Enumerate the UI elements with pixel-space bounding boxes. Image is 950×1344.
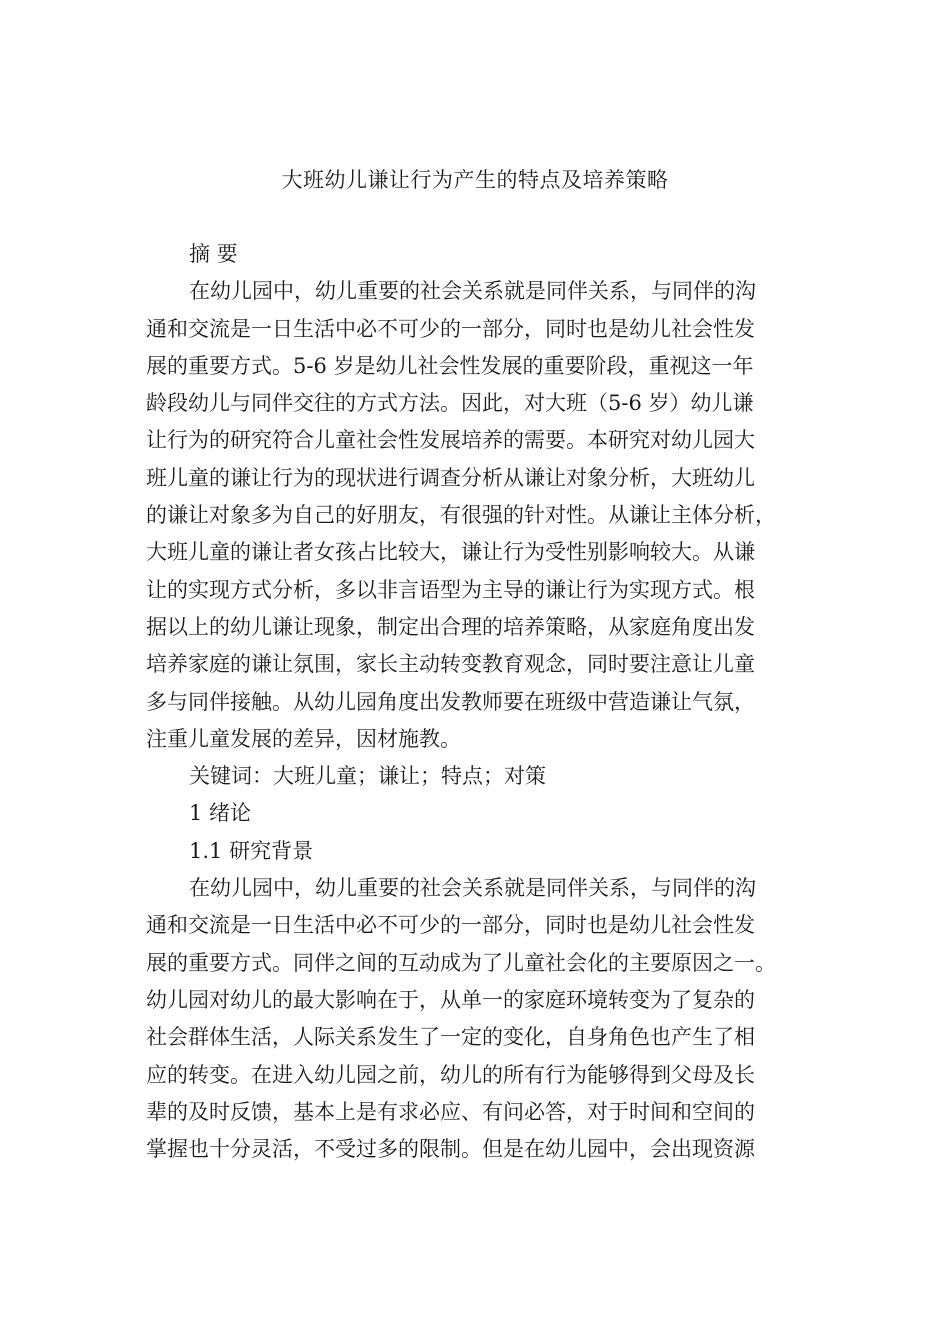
document-body <box>146 236 810 1168</box>
background-line: 展的重要方式。同伴之间的互动成为了儿童社会化的主要原因之一。 <box>146 950 776 975</box>
abstract-line: 注重儿童发展的差异，因材施教。 <box>146 726 461 751</box>
section-heading-1: 1 绪论 <box>189 801 252 826</box>
abstract-line: 班儿童的谦让行为的现状进行调查分析从谦让对象分析，大班幼儿 <box>146 465 755 490</box>
abstract-line: 在幼儿园中，幼儿重要的社会关系就是同伴关系，与同伴的沟 <box>189 279 756 304</box>
abstract-line: 展的重要方式。5-6 岁是幼儿社会性发展的重要阶段，重视这一年 <box>146 353 754 378</box>
abstract-line: 培养家庭的谦让氛围，家长主动转变教育观念，同时要注意让儿童 <box>146 652 755 677</box>
abstract-line: 的谦让对象多为自己的好朋友，有很强的针对性。从谦让主体分析， <box>146 503 776 528</box>
abstract-line: 让行为的研究符合儿童社会性发展培养的需要。本研究对幼儿园大 <box>146 428 755 453</box>
abstract-line: 据以上的幼儿谦让现象，制定出合理的培养策略，从家庭角度出发 <box>146 614 755 639</box>
abstract-heading: 摘 要 <box>189 242 238 266</box>
abstract-line: 龄段幼儿与同伴交往的方式方法。因此，对大班（5-6 岁）幼儿谦 <box>146 391 754 416</box>
background-line: 社会群体生活，人际关系发生了一定的变化，自身角色也产生了相 <box>146 1025 755 1050</box>
background-line: 幼儿园对幼儿的最大影响在于，从单一的家庭环境转变为了复杂的 <box>146 987 755 1012</box>
abstract-line: 通和交流是一日生活中必不可少的一部分，同时也是幼儿社会性发 <box>146 316 755 341</box>
abstract-line: 让的实现方式分析，多以非言语型为主导的谦让行为实现方式。根 <box>146 577 755 602</box>
abstract-line: 大班儿童的谦让者女孩占比较大，谦让行为受性别影响较大。从谦 <box>146 540 755 565</box>
background-line: 辈的及时反馈，基本上是有求必应、有问必答，对于时间和空间的 <box>146 1099 755 1124</box>
background-line: 通和交流是一日生活中必不可少的一部分，同时也是幼儿社会性发 <box>146 913 755 938</box>
background-line: 在幼儿园中，幼儿重要的社会关系就是同伴关系，与同伴的沟 <box>189 876 756 901</box>
keywords-line: 关键词：大班儿童；谦让；特点；对策 <box>189 764 546 789</box>
section-heading-1-1: 1.1 研究背景 <box>189 838 314 863</box>
document-title: 大班幼儿谦让行为产生的特点及培养策略 <box>281 168 669 192</box>
background-line: 掌握也十分灵活，不受过多的限制。但是在幼儿园中，会出现资源 <box>146 1137 755 1162</box>
abstract-line: 多与同伴接触。从幼儿园角度出发教师要在班级中营造谦让气氛， <box>146 689 755 714</box>
background-line: 应的转变。在进入幼儿园之前，幼儿的所有行为能够得到父母及长 <box>146 1062 755 1087</box>
